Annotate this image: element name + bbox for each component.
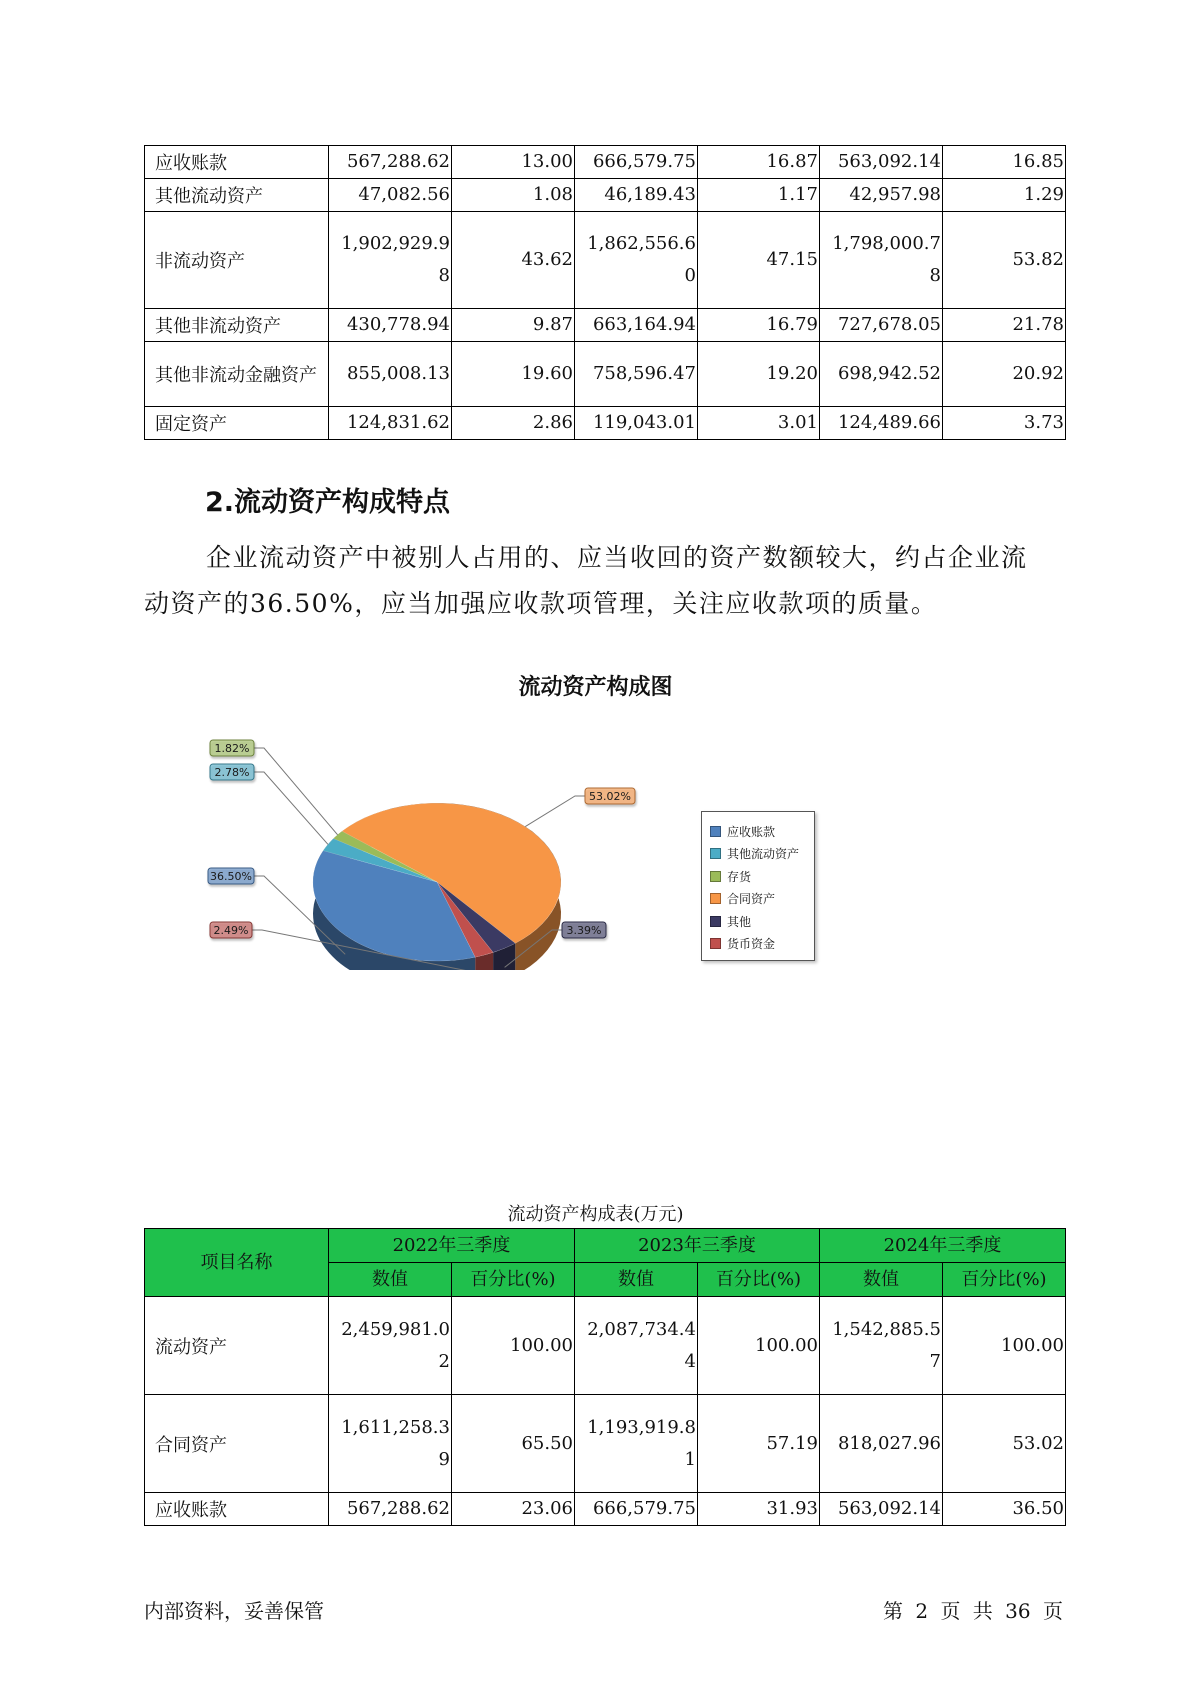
legend-swatch bbox=[710, 916, 721, 927]
legend-item bbox=[710, 935, 775, 953]
table-cell: 2,459,981.02 bbox=[329, 1297, 452, 1395]
table-cell: 663,164.94 bbox=[575, 309, 698, 342]
header-percent: 百分比(%) bbox=[698, 1263, 820, 1297]
table-cell: 3.73 bbox=[943, 407, 1066, 440]
table-cell: 100.00 bbox=[698, 1297, 820, 1395]
table-cell: 3.01 bbox=[698, 407, 820, 440]
legend-label: 存货 bbox=[727, 869, 752, 884]
table-cell: 124,831.62 bbox=[329, 407, 452, 440]
data-label-text: 36.50% bbox=[210, 870, 252, 883]
table-cell: 567,288.62 bbox=[329, 146, 452, 179]
data-label bbox=[210, 922, 252, 938]
table-cell: 1.08 bbox=[452, 179, 575, 212]
row-label: 其他非流动金融资产 bbox=[145, 342, 329, 407]
header-value: 数值 bbox=[820, 1263, 943, 1297]
legend-item bbox=[710, 822, 775, 840]
table-row bbox=[145, 342, 1066, 407]
data-label bbox=[208, 868, 254, 884]
legend-swatch bbox=[710, 871, 721, 882]
header-percent: 百分比(%) bbox=[452, 1263, 575, 1297]
row-label: 非流动资产 bbox=[145, 212, 329, 309]
row-label: 合同资产 bbox=[145, 1395, 329, 1493]
table-cell: 57.19 bbox=[698, 1395, 820, 1493]
table-cell: 16.79 bbox=[698, 309, 820, 342]
table-row bbox=[145, 309, 1066, 342]
table-cell: 2.86 bbox=[452, 407, 575, 440]
table-cell: 1,862,556.60 bbox=[575, 212, 698, 309]
table-cell: 430,778.94 bbox=[329, 309, 452, 342]
table-cell: 567,288.62 bbox=[329, 1493, 452, 1526]
table-cell: 43.62 bbox=[452, 212, 575, 309]
table-cell: 2,087,734.44 bbox=[575, 1297, 698, 1395]
footer-confidential-note: 内部资料，妥善保管 bbox=[144, 1599, 324, 1623]
table-cell: 1,542,885.57 bbox=[820, 1297, 943, 1395]
legend-item bbox=[710, 912, 751, 930]
header-period-2023: 2023年三季度 bbox=[575, 1229, 820, 1263]
data-label-text: 2.78% bbox=[214, 766, 250, 779]
legend-item bbox=[710, 845, 799, 863]
row-label: 流动资产 bbox=[145, 1297, 329, 1395]
table-row bbox=[145, 212, 1066, 309]
table-cell: 31.93 bbox=[698, 1493, 820, 1526]
row-label: 应收账款 bbox=[145, 1493, 329, 1526]
label-leader-line bbox=[254, 748, 338, 835]
table-cell: 16.85 bbox=[943, 146, 1066, 179]
table-cell: 100.00 bbox=[943, 1297, 1066, 1395]
table-cell: 124,489.66 bbox=[820, 407, 943, 440]
table-cell: 855,008.13 bbox=[329, 342, 452, 407]
data-label-text: 2.49% bbox=[213, 924, 249, 937]
table-cell: 1,611,258.39 bbox=[329, 1395, 452, 1493]
table-row bbox=[145, 1297, 1066, 1395]
table-cell: 563,092.14 bbox=[820, 146, 943, 179]
label-leader-line bbox=[525, 796, 585, 827]
table-cell: 100.00 bbox=[452, 1297, 575, 1395]
table-cell: 1,193,919.81 bbox=[575, 1395, 698, 1493]
row-label: 其他非流动资产 bbox=[145, 309, 329, 342]
data-label-text: 53.02% bbox=[589, 790, 631, 803]
table-cell: 23.06 bbox=[452, 1493, 575, 1526]
data-label bbox=[562, 922, 606, 938]
data-label bbox=[585, 788, 635, 804]
table-row bbox=[145, 179, 1066, 212]
legend-label: 合同资产 bbox=[727, 892, 776, 906]
section-paragraph: 企业流动资产中被别人占用的、应当收回的资产数额较大，约占企业流动资产的36.50%，应当加强应收款项管理，关注应收款项的质量。 bbox=[144, 543, 1028, 618]
row-label: 应收账款 bbox=[145, 146, 329, 179]
data-label bbox=[210, 764, 254, 780]
table-cell: 9.87 bbox=[452, 309, 575, 342]
table-cell: 53.82 bbox=[943, 212, 1066, 309]
header-item-name: 项目名称 bbox=[145, 1229, 329, 1297]
table-cell: 1,798,000.78 bbox=[820, 212, 943, 309]
table-cell: 36.50 bbox=[943, 1493, 1066, 1526]
data-label-text: 1.82% bbox=[214, 742, 250, 755]
header-period-2022: 2022年三季度 bbox=[329, 1229, 575, 1263]
table-cell: 1.17 bbox=[698, 179, 820, 212]
table-cell: 19.60 bbox=[452, 342, 575, 407]
table-cell: 666,579.75 bbox=[575, 1493, 698, 1526]
table-cell: 818,027.96 bbox=[820, 1395, 943, 1493]
table-cell: 21.78 bbox=[943, 309, 1066, 342]
chart-legend bbox=[701, 811, 815, 961]
header-value: 数值 bbox=[575, 1263, 698, 1297]
table-cell: 13.00 bbox=[452, 146, 575, 179]
section-heading: 2.流动资产构成特点 bbox=[205, 487, 451, 518]
table-cell: 42,957.98 bbox=[820, 179, 943, 212]
row-label: 固定资产 bbox=[145, 407, 329, 440]
legend-swatch bbox=[710, 938, 721, 949]
table-caption: 流动资产构成表(万元) bbox=[507, 1204, 684, 1225]
table-cell: 53.02 bbox=[943, 1395, 1066, 1493]
data-label bbox=[210, 740, 254, 756]
asset-table-continued bbox=[144, 145, 1066, 440]
table-cell: 119,043.01 bbox=[575, 407, 698, 440]
legend-swatch bbox=[710, 893, 721, 904]
table-cell: 20.92 bbox=[943, 342, 1066, 407]
table-cell: 698,942.52 bbox=[820, 342, 943, 407]
table-cell: 666,579.75 bbox=[575, 146, 698, 179]
table-cell: 46,189.43 bbox=[575, 179, 698, 212]
table-cell: 1.29 bbox=[943, 179, 1066, 212]
label-leader-line bbox=[254, 772, 328, 844]
table-cell: 563,092.14 bbox=[820, 1493, 943, 1526]
footer-page-number: 第 2 页 共 36 页 bbox=[883, 1599, 1063, 1623]
legend-label: 其他流动资产 bbox=[727, 847, 800, 861]
header-value: 数值 bbox=[329, 1263, 452, 1297]
legend-item bbox=[710, 890, 775, 908]
legend-swatch bbox=[710, 848, 721, 859]
row-label: 其他流动资产 bbox=[145, 179, 329, 212]
table-cell: 16.87 bbox=[698, 146, 820, 179]
legend-label: 应收账款 bbox=[727, 824, 776, 839]
legend-item bbox=[710, 867, 751, 885]
current-assets-table bbox=[144, 1228, 1066, 1526]
data-label-text: 3.39% bbox=[566, 924, 602, 937]
header-percent: 百分比(%) bbox=[943, 1263, 1066, 1297]
table-cell: 19.20 bbox=[698, 342, 820, 407]
table-row bbox=[145, 1493, 1066, 1526]
table-row bbox=[145, 146, 1066, 179]
legend-label: 货币资金 bbox=[727, 937, 776, 951]
pie-chart bbox=[200, 730, 680, 970]
table-cell: 1,902,929.98 bbox=[329, 212, 452, 309]
table-cell: 65.50 bbox=[452, 1395, 575, 1493]
table-cell: 47.15 bbox=[698, 212, 820, 309]
table-cell: 727,678.05 bbox=[820, 309, 943, 342]
table-row bbox=[145, 407, 1066, 440]
table-cell: 47,082.56 bbox=[329, 179, 452, 212]
legend-label: 其他 bbox=[727, 914, 752, 929]
chart-title: 流动资产构成图 bbox=[518, 675, 673, 700]
header-period-2024: 2024年三季度 bbox=[820, 1229, 1066, 1263]
table-row bbox=[145, 1395, 1066, 1493]
table-cell: 758,596.47 bbox=[575, 342, 698, 407]
legend-swatch bbox=[710, 826, 721, 837]
